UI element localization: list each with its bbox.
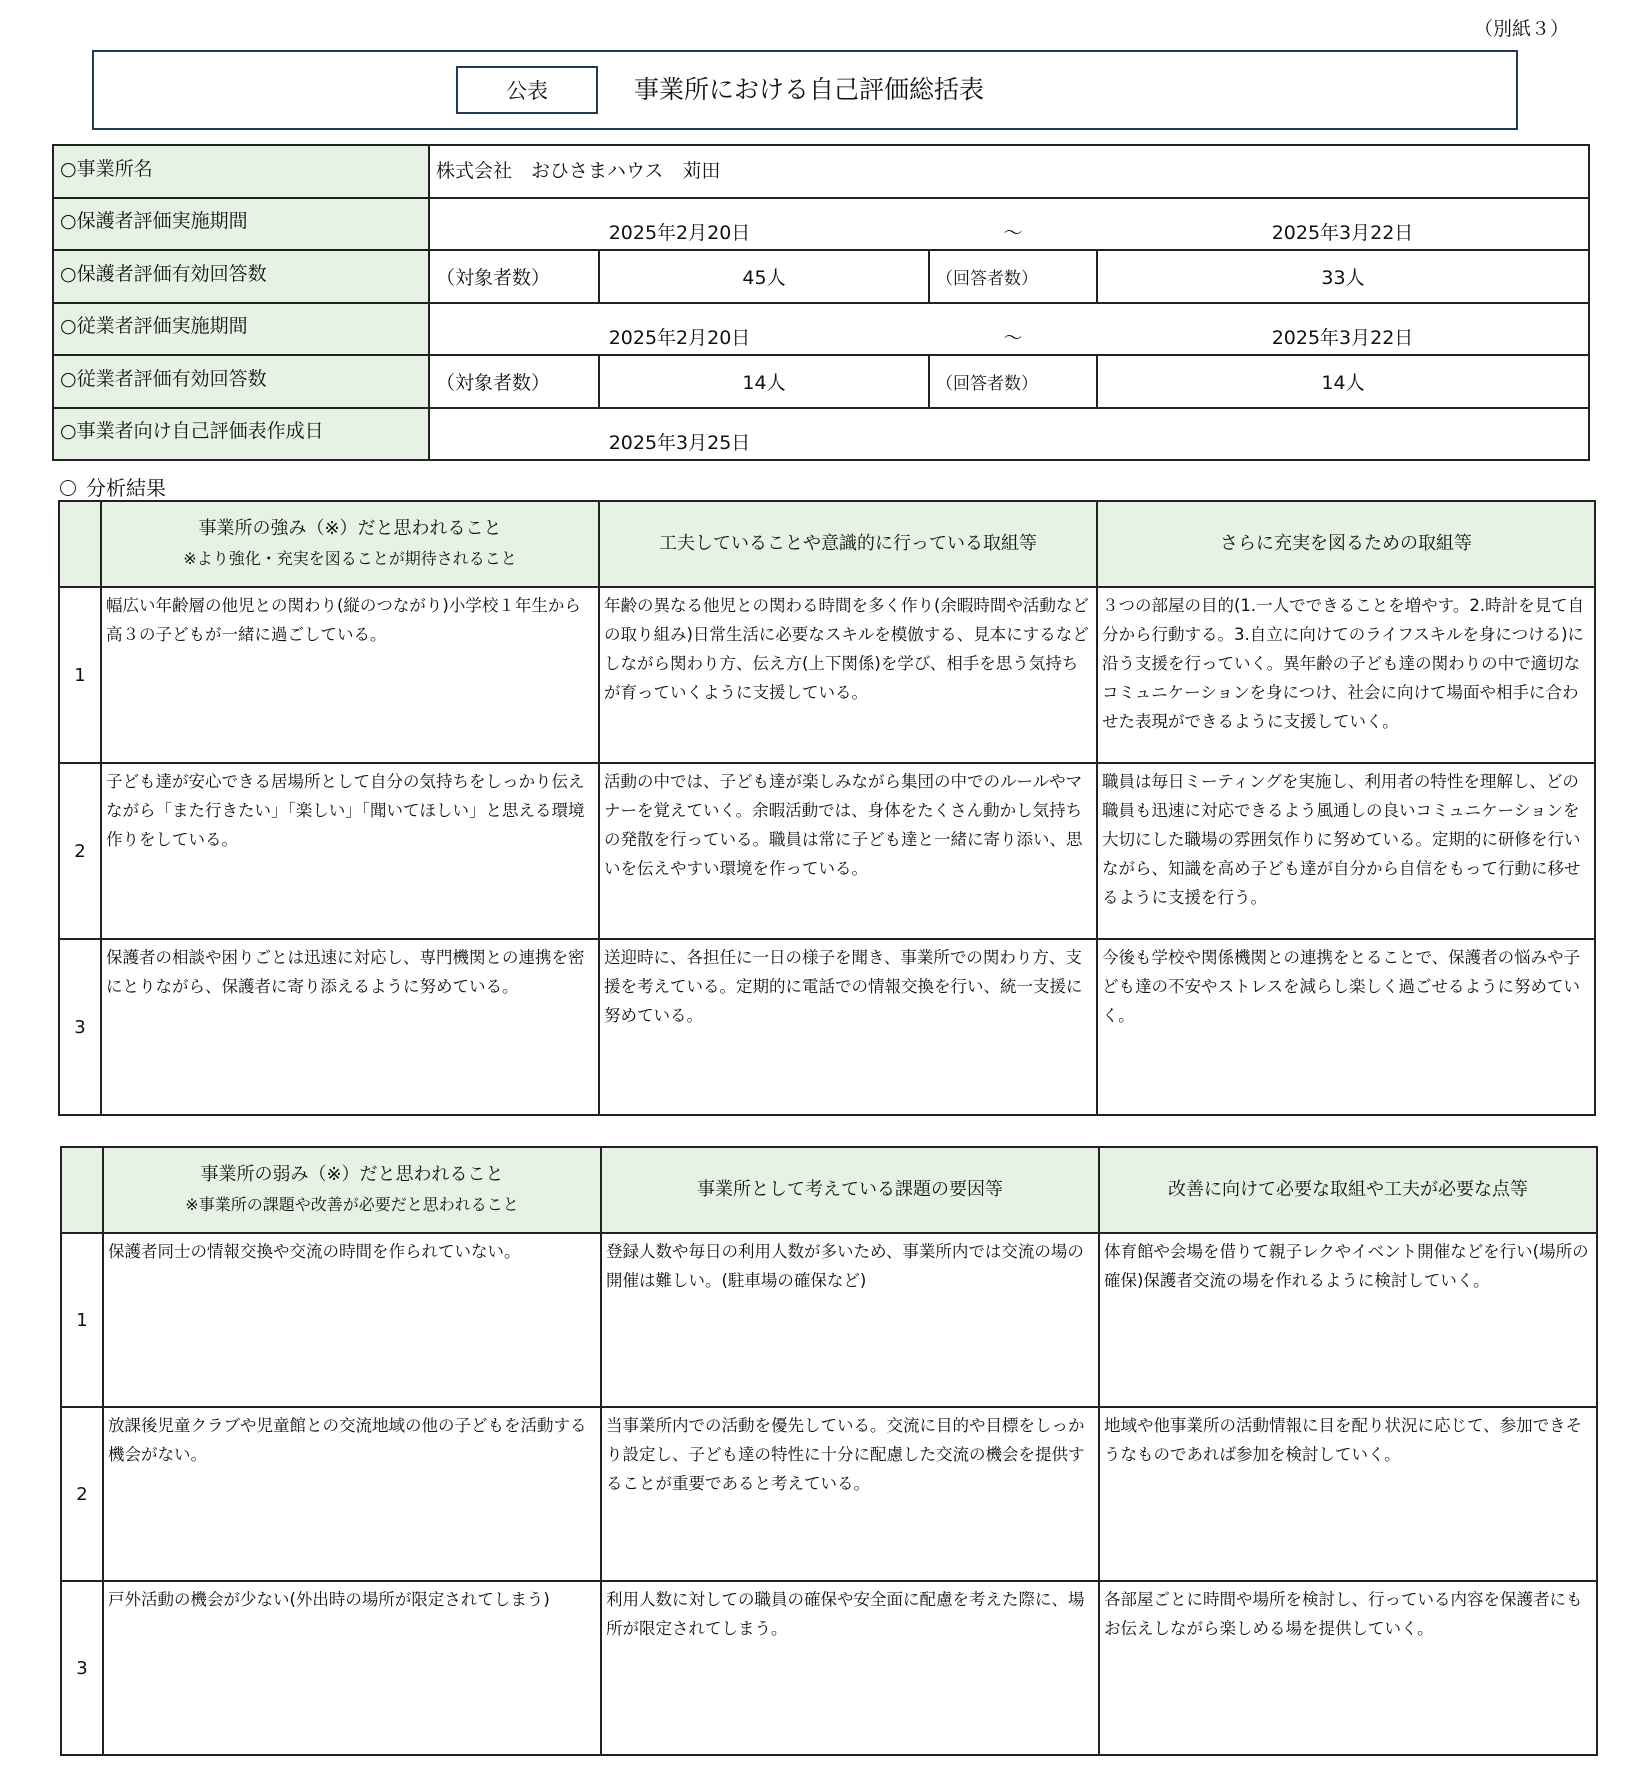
row-number: 3: [61, 1581, 103, 1755]
guardian-period-end: 2025年3月22日: [1097, 198, 1589, 251]
guardian-period-sep: ～: [929, 198, 1097, 251]
staff-period-row: [53, 303, 1589, 356]
weaknesses-table: [60, 1146, 1598, 1756]
analysis-section-label: 分析結果: [60, 472, 166, 501]
weakness-cause-cell: 当事業所内での活動を優先している。交流に目的や目標をしっかり設定し、子ども達の特性に十分に配慮した交流の機会を提供することが重要であると考えている。: [601, 1407, 1099, 1581]
guardian-responses-label: ○保護者評価有効回答数: [53, 250, 429, 303]
guardian-target-value: 45人: [599, 250, 929, 303]
strength-enhancement-cell: ３つの部屋の目的(1.一人でできることを増やす。2.時計を見て自分から行動する。3.自立に向けてのライフスキルを身につける)に沿う支援を行っていく。異年齢の子ども達の関わりの中で適切なコミュニケーションを身につけ、社会に向けて場面や相手に合わせた表現ができるように支援していく。: [1097, 587, 1595, 763]
weakness-improvement-cell: 体育館や会場を借りて親子レクやイベント開催などを行い(場所の確保)保護者交流の場を作れるように検討していく。: [1099, 1233, 1597, 1407]
staff-period-label: ○従業者評価実施期間: [53, 303, 429, 356]
weakness-cell: 保護者同士の情報交換や交流の時間を作られていない。: [103, 1233, 601, 1407]
strengths-header-col3: さらに充実を図るための取組等: [1097, 501, 1595, 587]
created-date-label: ○事業者向け自己評価表作成日: [53, 408, 429, 461]
weaknesses-row-2: [61, 1407, 1597, 1581]
weakness-improvement-cell: 各部屋ごとに時間や場所を検討し、行っている内容を保護者にもお伝えしながら楽しめる場を提供していく。: [1099, 1581, 1597, 1755]
staff-period-sep: ～: [929, 303, 1097, 356]
header-num-cell: [59, 501, 101, 587]
guardian-period-start: 2025年2月20日: [429, 198, 929, 251]
created-date-blank: [929, 408, 1589, 461]
strength-enhancement-cell: 今後も学校や関係機関との連携をとることで、保護者の悩みや子ども達の不安やストレスを減らし楽しく過ごせるように努めていく。: [1097, 939, 1595, 1115]
circle-icon: [60, 480, 76, 496]
staff-target-value: 14人: [599, 355, 929, 408]
strength-effort-cell: 活動の中では、子ども達が楽しみながら集団の中でのルールやマナーを覚えていく。余暇活動では、身体をたくさん動かし気持ちの発散を行っている。職員は常に子ども達と一緒に寄り添い、思いを伝えやすい環境を作っている。: [599, 763, 1097, 939]
appendix-note: （別紙３）: [1473, 18, 1569, 40]
staff-respondent-label: （回答者数）: [929, 355, 1097, 408]
guardian-respondent-value: 33人: [1097, 250, 1589, 303]
row-number: 3: [59, 939, 101, 1115]
staff-target-label: （対象者数）: [429, 355, 599, 408]
row-number: 2: [61, 1407, 103, 1581]
weaknesses-header-row: [61, 1147, 1597, 1233]
office-name-label: ○事業所名: [53, 145, 429, 198]
staff-period-end: 2025年3月22日: [1097, 303, 1589, 356]
weaknesses-header-col1: 事業所の弱み（※）だと思われること ※事業所の課題や改善が必要だと思われること: [103, 1147, 601, 1233]
public-tag: 公表: [456, 66, 598, 114]
strengths-row-2: [59, 763, 1595, 939]
strength-effort-cell: 送迎時に、各担任に一日の様子を聞き、事業所での関わり方、支援を考えている。定期的に電話での情報交換を行い、統一支援に努めている。: [599, 939, 1097, 1115]
document-title: 事業所における自己評価総括表: [634, 75, 985, 104]
strength-effort-cell: 年齢の異なる他児との関わる時間を多く作り(余暇時間や活動などの取り組み)日常生活に必要なスキルを模倣する、見本にするなどしながら関わり方、伝え方(上下関係)を学び、相手を思う気持ちが育っていくように支援している。: [599, 587, 1097, 763]
created-date-value: 2025年3月25日: [429, 408, 929, 461]
strength-cell: 保護者の相談や困りごとは迅速に対応し、専門機関との連携を密にとりながら、保護者に寄り添えるように努めている。: [101, 939, 599, 1115]
guardian-respondent-label: （回答者数）: [929, 250, 1097, 303]
weakness-cell: 放課後児童クラブや児童館との交流地域の他の子どもを活動する機会がない。: [103, 1407, 601, 1581]
staff-responses-label: ○従業者評価有効回答数: [53, 355, 429, 408]
weakness-cause-cell: 登録人数や毎日の利用人数が多いため、事業所内では交流の場の開催は難しい。(駐車場の確保など): [601, 1233, 1099, 1407]
weaknesses-row-3: [61, 1581, 1597, 1755]
created-date-row: [53, 408, 1589, 461]
strength-cell: 子ども達が安心できる居場所として自分の気持ちをしっかり伝えながら「また行きたい」「楽しい」「聞いてほしい」と思える環境作りをしている。: [101, 763, 599, 939]
guardian-target-label: （対象者数）: [429, 250, 599, 303]
weakness-cell: 戸外活動の機会が少ない(外出時の場所が限定されてしまう): [103, 1581, 601, 1755]
title-box: [92, 50, 1518, 130]
row-number: 2: [59, 763, 101, 939]
header-num-cell: [61, 1147, 103, 1233]
staff-responses-row: [53, 355, 1589, 408]
office-info-table: [52, 144, 1590, 461]
strengths-header-col1: 事業所の強み（※）だと思われること ※より強化・充実を図ることが期待されること: [101, 501, 599, 587]
weaknesses-header-col2: 事業所として考えている課題の要因等: [601, 1147, 1099, 1233]
row-number: 1: [59, 587, 101, 763]
weakness-cause-cell: 利用人数に対しての職員の確保や安全面に配慮を考えた際に、場所が限定されてしまう。: [601, 1581, 1099, 1755]
guardian-responses-row: [53, 250, 1589, 303]
guardian-period-label: ○保護者評価実施期間: [53, 198, 429, 251]
weaknesses-header-col3: 改善に向けて必要な取組や工夫が必要な点等: [1099, 1147, 1597, 1233]
strength-cell: 幅広い年齢層の他児との関わり(縦のつながり)小学校１年生から高３の子どもが一緒に過ごしている。: [101, 587, 599, 763]
staff-period-start: 2025年2月20日: [429, 303, 929, 356]
strengths-row-1: [59, 587, 1595, 763]
row-number: 1: [61, 1233, 103, 1407]
strengths-row-3: [59, 939, 1595, 1115]
strength-enhancement-cell: 職員は毎日ミーティングを実施し、利用者の特性を理解し、どの職員も迅速に対応できるよう風通しの良いコミュニケーションを大切にした職場の雰囲気作りに努めている。定期的に研修を行いながら、知識を高め子ども達が自分から自信をもって行動に移せるように支援を行う。: [1097, 763, 1595, 939]
staff-respondent-value: 14人: [1097, 355, 1589, 408]
strengths-header-col2: 工夫していることや意識的に行っている取組等: [599, 501, 1097, 587]
guardian-period-row: [53, 198, 1589, 251]
weakness-improvement-cell: 地域や他事業所の活動情報に目を配り状況に応じて、参加できそうなものであれば参加を検討していく。: [1099, 1407, 1597, 1581]
office-name-row: [53, 145, 1589, 198]
office-name-value: 株式会社 おひさまハウス 苅田: [429, 145, 1589, 198]
strengths-table: [58, 500, 1596, 1116]
weaknesses-row-1: [61, 1233, 1597, 1407]
strengths-header-row: [59, 501, 1595, 587]
